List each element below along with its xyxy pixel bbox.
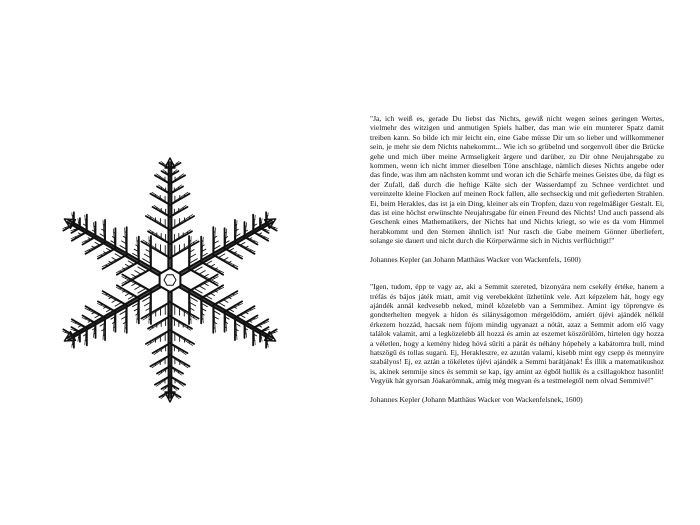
hungarian-attribution: Johannes Kepler (Johann Matthäus Wacker von Wackenfelsnek, 1600) bbox=[370, 394, 583, 404]
arm-feather bbox=[95, 242, 100, 245]
arm-spine bbox=[67, 222, 169, 281]
arm-feather bbox=[229, 248, 234, 251]
hungarian-quote: "Igen, tudom, épp te vagy az, aki a Semmit szereted, bizonyára nem csekély értéke, hanem a tréfás és bájos játék miatt, amit vig verebekként űzhetünk vele. Azt képzelem hát, hogy egy ajándék annál kedvesebb neked, minél közelebb van a Semmihez. Amint így töprengve és gondterhelten megyek a hídon és silányságomon mérgelődöm, amiért újévi ajándék nélkül érkezem hozzád, hacsak nem fújom mindig ugyanazt a nótát, azaz a Semmit adom elő vagy találok valamit, ami a legközelebb áll hozzá és amin az eszemet köszörülöm, hirtelen úgy hozza a véletlen, hogy a kemény hideg hóvá sűríti a párát és néhány hópehely a kabátomra hull, mind hatszögű és tollas sugarú. Ej, Herakleszre, ez azután valami, kisebb mint egy csepp és mennyire szabályos! Ej, ez aztán a tökéletes újévi ajándék a Semmi barátjának! És illik a matematikushoz is, akinek semmije sincs és semmit se kap, így amint az égből hullik és a csillagokhoz hasonlít! Vegyük hát gyorsan Jóakarómnak, amíg még megvan és a testmelegtől nem olvad Semmivé!" bbox=[370, 282, 664, 386]
arm-feather bbox=[240, 315, 245, 318]
arm-feather bbox=[135, 286, 142, 290]
arm-feather bbox=[135, 271, 142, 275]
arm-feather bbox=[199, 271, 206, 275]
arm-spine bbox=[171, 279, 273, 338]
arm-branch bbox=[146, 216, 170, 230]
arm-feather bbox=[240, 242, 245, 245]
snowflake-center bbox=[160, 268, 181, 292]
arm-feather bbox=[229, 309, 234, 312]
arm-branch bbox=[170, 216, 194, 230]
arm-spine bbox=[67, 279, 169, 338]
german-quote: "Ja, ich weiß es, gerade Du liebst das Nichts, gewiß nicht wegen seines geringen Wertes, vielmehr des witzigen und anmutigen Spiels halber, das man wie ein munterer Spatz damit treiben kann. So bilde ich mir leicht ein, eine Gabe müsse Dir um so lieber und willkommener sein, je mehr sie dem Nichts nahekommt... Wie ich so grübelnd und sorgenvoll über die Brücke gehe und mich über meine Armseligkeit ärgere und darüber, zu Dir ohne Neujahrsgabe zu kommen, wenn ich nicht immer dieselben Töne anschlage, nämlich dieses Nichts angebe oder das finde, was ihm am nächsten kommt und woran ich die Schärfe meines Geistes übe, da fügt es der Zufall, daß durch die heftige Kälte sich der Wasserdampf zu Schnee verdichtet und vereinzelte kleine Flocken auf meinen Rock fallen, alle sechseckig und mit gefiederten Strahlen. Ei, beim Herakles, das ist ja ein Ding, kleiner als ein Tropfen, dazu von regelmäßiger Gestalt. Ei, das ist eine höchst erwünschte Neujahrsgabe für einen Freund des Nichts! Und auch passend als Geschenk eines Mathematikers, der Nichts hat und Nichts kriegt, so wie es da vom Himmel herabkommt und den Sternen ähnlich ist! Nur rasch die Gabe meinem Gönner überliefert, solange sie dauert und nicht durch die Körperwärme sich in Nichts verflüchtigt!" bbox=[370, 114, 664, 246]
arm-feather bbox=[199, 286, 206, 290]
german-attribution: Johannes Kepler (an Johann Matthäus Wacker von Wackenfels, 1600) bbox=[370, 254, 581, 264]
arm-feather bbox=[106, 309, 111, 312]
arm-spine bbox=[171, 222, 273, 281]
arm-feather bbox=[106, 248, 111, 251]
snowflake-illustration bbox=[40, 150, 300, 410]
snowflake-icon bbox=[40, 150, 300, 410]
text-column bbox=[370, 114, 664, 404]
arm-feather bbox=[95, 315, 100, 318]
hungarian-passage bbox=[370, 282, 664, 404]
arm-branch bbox=[146, 330, 170, 344]
german-passage bbox=[370, 114, 664, 264]
arm-branch bbox=[170, 330, 194, 344]
